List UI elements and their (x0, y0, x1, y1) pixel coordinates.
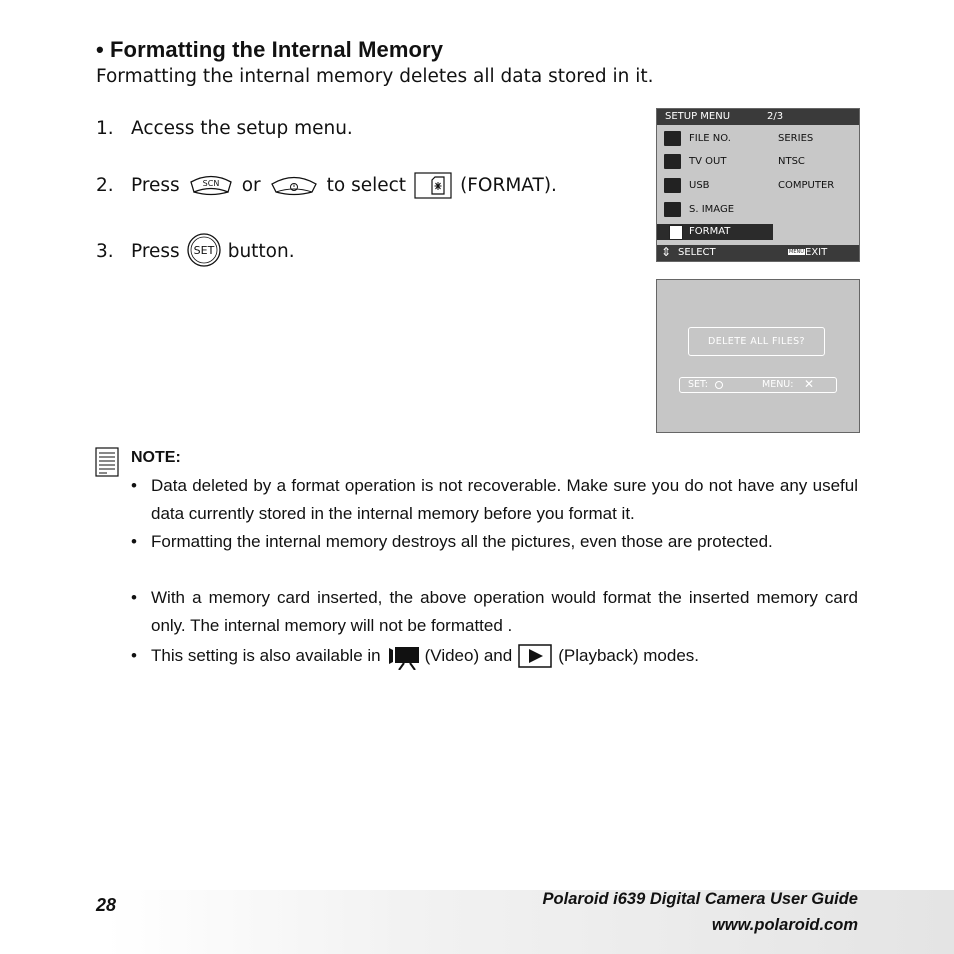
select-label: SELECT (678, 247, 716, 258)
menu-row-tv-out (657, 151, 859, 173)
note-bullet: • Data deleted by a format operation is not recoverable. Make sure you do not have any useful data currently stored in the internal memory before you format it. (131, 472, 858, 528)
step-text-to-select: to select (326, 175, 407, 196)
step-number: 3. (96, 240, 114, 262)
delete-confirm-screenshot (656, 279, 860, 433)
footer-url: www.polaroid.com (711, 916, 858, 934)
menu-row-value: SERIES (778, 133, 814, 144)
note-bullet-text: (Playback) modes. (558, 646, 699, 665)
note-bullet: • This setting is also available in (Video) and (Playback) modes. (131, 642, 858, 670)
note-bullet-text: Data deleted by a format operation is not recoverable. Make sure you do not have any useful data currently stored in the internal memory before you format it. (151, 476, 858, 523)
menu-row-label: S. IMAGE (689, 204, 735, 215)
notepad-icon (95, 447, 119, 477)
step-3 (96, 232, 295, 270)
step-text-or: or (241, 175, 261, 196)
note-title: NOTE: (131, 449, 181, 466)
format-icon (669, 225, 683, 240)
step-number: 1. (96, 118, 114, 139)
step-text: Press (131, 175, 180, 196)
note-bullet-text: With a memory card inserted, the above operation would format the inserted memory card only. The internal memory will not be formatted . (151, 588, 858, 635)
menu-footer (657, 245, 859, 261)
usb-icon (664, 178, 681, 193)
menu-row-label: TV OUT (689, 156, 727, 167)
section-heading: • Formatting the Internal Memory (96, 37, 444, 62)
scn-button-icon (188, 173, 234, 199)
menu-option-label: MENU: (762, 379, 794, 390)
up-down-arrow-icon: ⇕ (661, 245, 672, 259)
playback-icon (518, 644, 552, 668)
note-bullet-text: This setting is also available in (151, 646, 381, 665)
section-intro: Formatting the internal memory deletes all data stored in it. (96, 66, 654, 87)
menu-row-file-no (657, 128, 859, 150)
note-bullet-text: Formatting the internal memory destroys all the pictures, even those are protected. (151, 532, 773, 551)
circle-icon (715, 381, 723, 389)
step-text: Press (131, 240, 180, 262)
step-number: 2. (96, 175, 114, 196)
delete-options (679, 377, 837, 393)
scn-label: SCN (202, 178, 220, 188)
menu-header (657, 109, 859, 125)
delete-prompt: DELETE ALL FILES? (688, 327, 825, 356)
menu-row-format (657, 224, 859, 246)
page-number: 28 (96, 895, 117, 915)
set-option-label: SET: (688, 379, 708, 390)
note-bullet: • With a memory card inserted, the above operation would format the inserted memory card only. The internal memory will not be formatted . (131, 584, 858, 640)
note-bullet: • Formatting the internal memory destroys all the pictures, even those are protected. (131, 528, 858, 556)
menu-row-value: COMPUTER (778, 180, 835, 191)
menu-row-label: FORMAT (689, 226, 731, 237)
set-button-icon (186, 232, 222, 270)
menu-page: 2/3 (767, 111, 784, 122)
step-text: Access the setup menu. (131, 118, 353, 139)
exit-label: EXIT (805, 247, 828, 258)
note-bullet-text: (Video) and (424, 646, 513, 665)
video-camera-icon (387, 642, 421, 670)
footer-title: Polaroid i639 Digital Camera User Guide (542, 890, 858, 908)
step-1 (96, 118, 353, 139)
menu-row-usb (657, 175, 859, 197)
file-no-icon (664, 131, 681, 146)
setup-menu-screenshot (656, 108, 860, 262)
menu-row-label: FILE NO. (689, 133, 731, 144)
timer-button-icon (269, 173, 319, 199)
step-text: button. (227, 240, 295, 262)
cross-icon: ✕ (804, 377, 815, 391)
tv-out-icon (664, 154, 681, 169)
menu-row-s-image (657, 199, 859, 221)
step-text-format: (FORMAT). (460, 175, 557, 196)
menu-badge-icon: MENU (789, 249, 804, 255)
menu-row-label: USB (689, 180, 710, 191)
step-2 (96, 172, 557, 199)
menu-row-value: NTSC (778, 156, 805, 167)
s-image-icon (664, 202, 681, 217)
set-label: SET (193, 244, 215, 257)
format-icon (414, 172, 452, 199)
menu-title: SETUP MENU (665, 111, 731, 122)
